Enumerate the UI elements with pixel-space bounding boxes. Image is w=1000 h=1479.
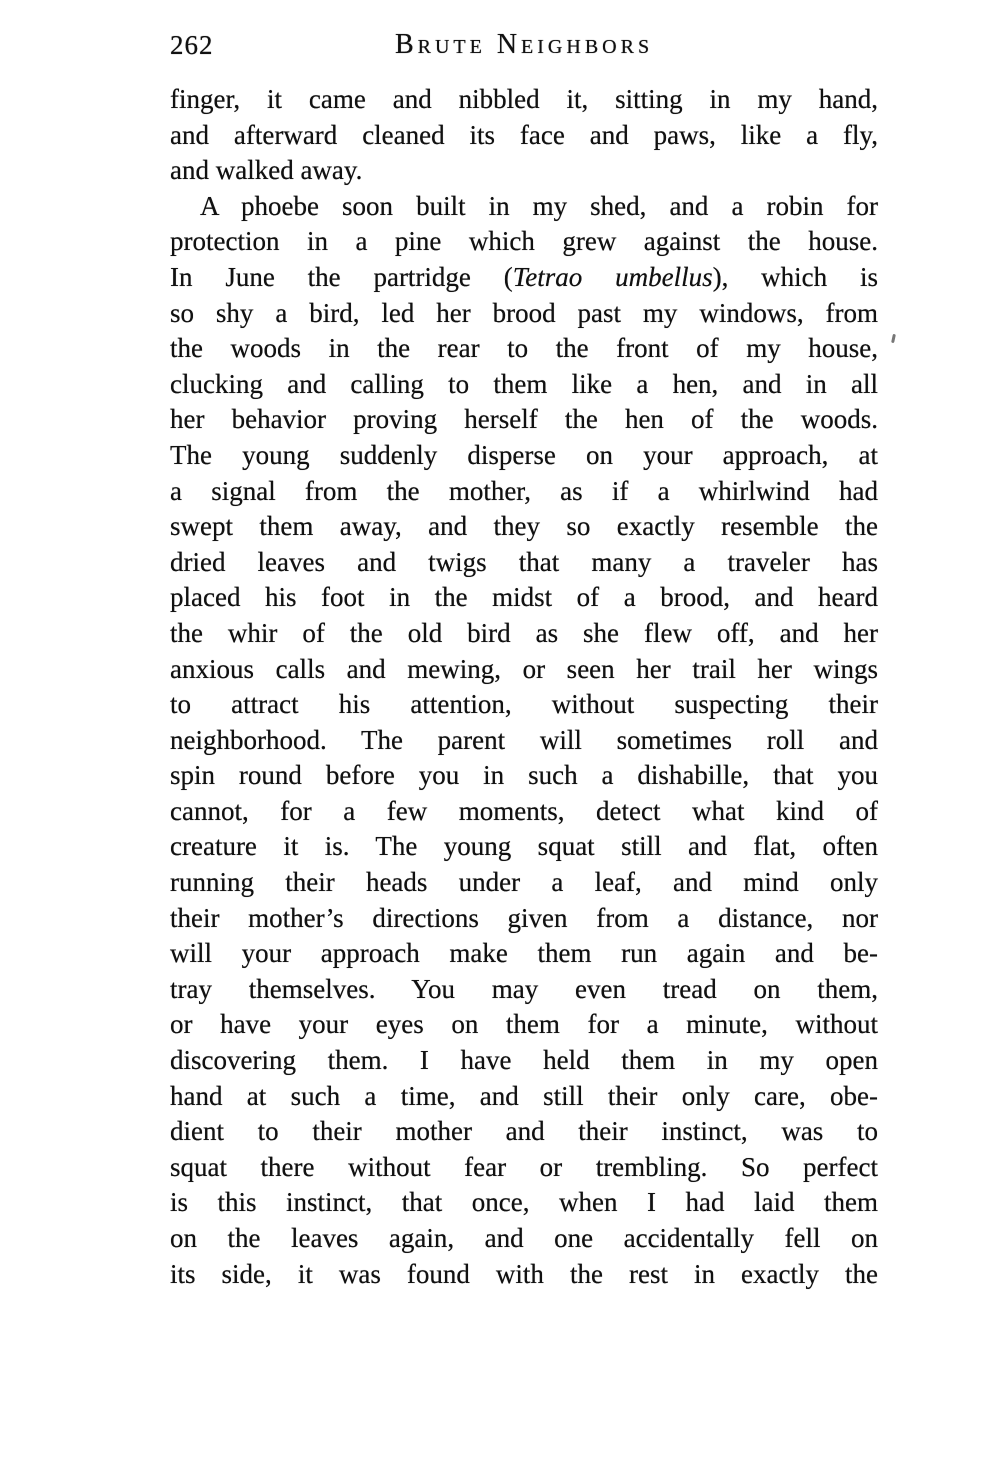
line-segment: so shy a bird, led her brood past my windows, from: [170, 297, 878, 328]
line-segment: the whir of the old bird as she flew off, and her: [170, 617, 878, 648]
line-segment: her behavior proving herself the hen of the woods.: [170, 404, 878, 435]
line-segment: The young suddenly disperse on your approach, at: [170, 439, 878, 470]
text-line: [170, 1043, 878, 1079]
line-segment: finger, it came and nibbled it, sitting in my hand,: [170, 84, 878, 114]
line-segment: the woods in the rear to the front of my house,: [170, 333, 878, 364]
line-segment: dient to their mother and their instinct, was to: [170, 1116, 878, 1147]
page-number: 262: [170, 30, 214, 60]
text-line: [170, 367, 878, 403]
text-line: [170, 723, 878, 759]
line-segment: a signal from the mother, as if a whirlwind had: [170, 475, 878, 506]
text-line: [170, 972, 878, 1008]
line-segment: tray themselves. You may even tread on them,: [170, 973, 878, 1004]
text-line: [170, 580, 878, 616]
line-segment: to attract his attention, without suspecting their: [170, 689, 878, 720]
line-segment: protection in a pine which grew against the house.: [170, 226, 878, 257]
running-title: Brute Neighbors: [394, 29, 654, 60]
text-line: [170, 1185, 878, 1221]
line-segment: is this instinct, that once, when I had laid them: [170, 1187, 878, 1218]
line-segment: placed his foot in the midst of a brood, and heard: [170, 582, 878, 613]
text-line: [170, 865, 878, 901]
text-line: [170, 509, 878, 545]
text-line: [170, 758, 878, 794]
species-name-italic: Tetrao umbellus: [512, 261, 713, 292]
text-line: [170, 1114, 878, 1150]
scan-artifact-speck: [891, 334, 896, 343]
line-segment: anxious calls and mewing, or seen her trail her wings: [170, 653, 878, 684]
line-segment: on the leaves again, and one accidentally fell on: [170, 1223, 878, 1253]
text-line: [170, 1079, 878, 1115]
line-segment: hand at such a time, and still their only care, obe-: [170, 1080, 878, 1111]
text-line: [170, 189, 878, 225]
text-line: [170, 1150, 878, 1186]
line-segment: ), which is: [712, 261, 878, 292]
text-line: [170, 118, 878, 154]
line-segment: its side, it was found with the rest in exactly the: [170, 1258, 878, 1289]
text-line: [170, 1007, 878, 1043]
text-line: [170, 82, 878, 118]
line-segment: will your approach make them run again and be-: [170, 938, 878, 969]
text-line: [170, 687, 878, 723]
line-segment: their mother’s directions given from a distance, nor: [170, 902, 878, 933]
text-line: [170, 936, 878, 972]
text-line: [170, 1257, 878, 1293]
line-segment: squat there without fear or trembling. So perfect: [170, 1151, 878, 1182]
text-line: [170, 331, 878, 367]
line-segment: neighborhood. The parent will sometimes roll and: [170, 724, 878, 755]
line-segment: spin round before you in such a dishabille, that you: [170, 760, 878, 791]
text-line: [170, 153, 878, 189]
text-line: [170, 829, 878, 865]
line-segment: clucking and calling to them like a hen, and in all: [170, 368, 878, 399]
line-segment: In June the partridge (: [170, 261, 513, 292]
line-segment: running their heads under a leaf, and mind only: [170, 867, 878, 898]
line-segment: and afterward cleaned its face and paws, like a fly,: [170, 119, 878, 150]
text-line: [170, 901, 878, 937]
running-head: [170, 28, 878, 62]
text-line: [170, 1221, 878, 1257]
page-body: [170, 82, 878, 1292]
text-line: [170, 296, 878, 332]
text-line: [170, 545, 878, 581]
line-segment: discovering them. I have held them in my open: [170, 1045, 878, 1076]
text-line: [170, 224, 878, 260]
text-line: [170, 438, 878, 474]
line-segment: or have your eyes on them for a minute, without: [170, 1009, 878, 1040]
line-segment: and walked away.: [170, 155, 363, 186]
text-line: [170, 616, 878, 652]
line-segment: swept them away, and they so exactly resemble the: [170, 511, 878, 542]
text-line: [170, 402, 878, 438]
text-line: [170, 794, 878, 830]
line-segment: dried leaves and twigs that many a traveler has: [170, 546, 878, 577]
text-line: [170, 260, 878, 296]
line-segment: A phoebe soon built in my shed, and a robin for: [200, 190, 878, 221]
text-line: [170, 652, 878, 688]
text-line: [170, 474, 878, 510]
line-segment: cannot, for a few moments, detect what kind of: [170, 795, 878, 826]
line-segment: creature it is. The young squat still and flat, often: [170, 831, 878, 862]
